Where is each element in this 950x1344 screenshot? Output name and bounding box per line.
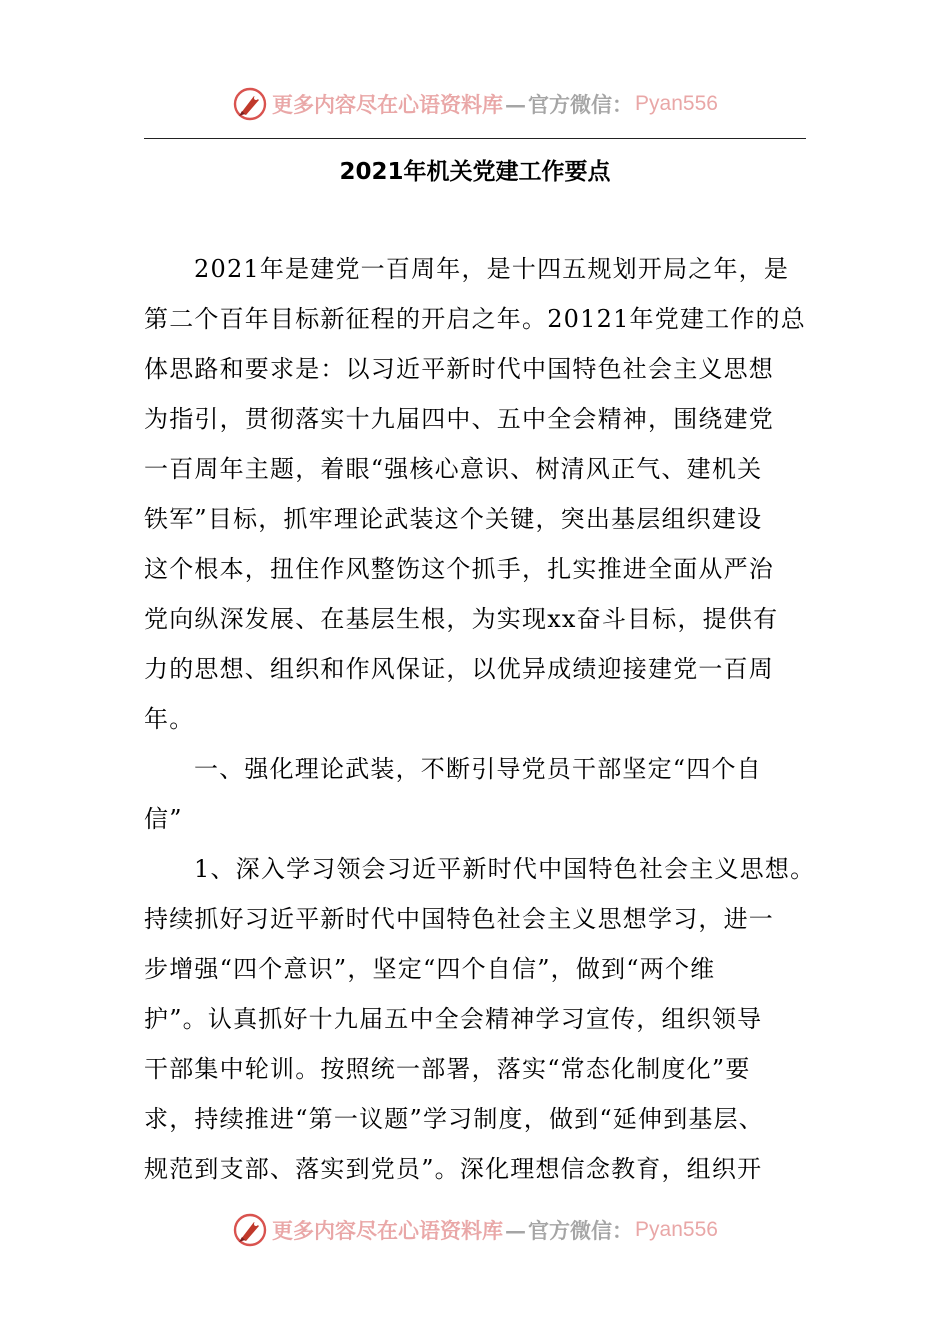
paragraph-line: 持续抓好习近平新时代中国特色社会主义思想学习，进一 — [144, 905, 774, 933]
watermark-wechat-id: Pyan556 — [635, 92, 718, 115]
section-heading-line: 一、强化理论武装，不断引导党员干部坚定“四个自 — [194, 755, 762, 783]
paragraph-line: 这个根本，扭住作风整饬这个抓手，扎实推进全面从严治 — [144, 555, 774, 583]
paragraph-line: 铁军”目标，抓牢理论武装这个关键，突出基层组织建设 — [144, 505, 763, 533]
watermark-wechat-id: Pyan556 — [635, 1218, 718, 1241]
paragraph-line: 规范到支部、落实到党员”。深化理想信念教育，组织开 — [144, 1155, 763, 1183]
paragraph-line: 第二个百年目标新征程的开启之年。20121年党建工作的总 — [144, 305, 806, 333]
watermark-main-text: 更多内容尽在心语资料库 — [272, 92, 504, 117]
document-title: 2021年机关党建工作要点 — [339, 159, 611, 185]
pen-nib-logo-icon — [232, 86, 268, 122]
paragraph-line: 一百周年主题，着眼“强核心意识、树清风正气、建机关 — [144, 455, 763, 483]
paragraph-line: 干部集中轮训。按照统一部署，落实“常态化制度化”要 — [144, 1055, 751, 1083]
paragraph-line: 党向纵深发展、在基层生根，为实现xx奋斗目标，提供有 — [144, 605, 779, 633]
watermark-main-text: 更多内容尽在心语资料库 — [272, 1218, 504, 1243]
paragraph-line: 力的思想、组织和作风保证，以优异成绩迎接建党一百周 — [144, 655, 774, 683]
paragraph-line: 年。 — [144, 705, 195, 733]
watermark-separator: — — [505, 91, 527, 117]
document-body — [144, 244, 816, 1194]
header-watermark — [0, 84, 950, 124]
paragraph-line: 1、深入学习领会习近平新时代中国特色社会主义思想。 — [194, 855, 816, 883]
pen-nib-logo-icon — [232, 1212, 268, 1248]
paragraph-line: 求，持续推进“第一议题”学习制度，做到“延伸到基层、 — [144, 1105, 765, 1133]
watermark-sub-text: 官方微信： — [528, 1218, 634, 1243]
paragraph-line: 护”。认真抓好十九届五中全会精神学习宣传，组织领导 — [144, 1005, 763, 1033]
section-heading-line: 信” — [144, 805, 183, 833]
paragraph-line: 为指引，贯彻落实十九届四中、五中全会精神，围绕建党 — [144, 405, 774, 433]
watermark-sub-text: 官方微信： — [528, 92, 634, 117]
watermark-separator: — — [505, 1217, 527, 1243]
footer-watermark — [0, 1210, 950, 1250]
paragraph-line: 体思路和要求是：以习近平新时代中国特色社会主义思想 — [144, 355, 774, 383]
header-divider — [144, 138, 806, 139]
paragraph-line: 步增强“四个意识”，坚定“四个自信”，做到“两个维 — [144, 955, 716, 983]
paragraph-line: 2021年是建党一百周年，是十四五规划开局之年，是 — [194, 255, 790, 283]
